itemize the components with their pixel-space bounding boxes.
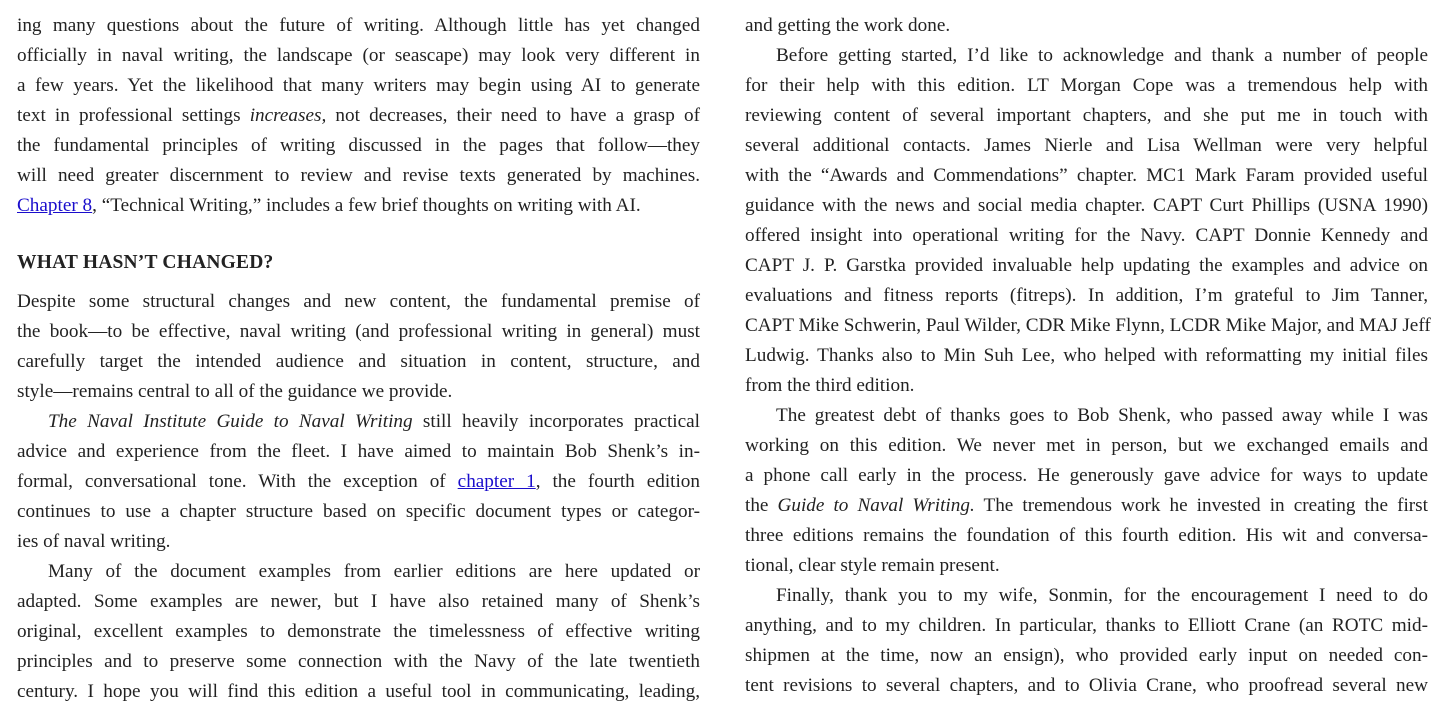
text-line <box>17 467 700 497</box>
text-line: adapted. Some examples are newer, but I have also retained many of Shenk’s <box>17 591 700 612</box>
paragraph-bob-shenk <box>745 401 1428 581</box>
text-line: three editions remains the foundation of this fourth edition. His wit and conversa- <box>745 525 1428 546</box>
text-segment: text in professional settings <box>17 105 250 126</box>
text-line <box>17 191 700 221</box>
text-line: continues to use a chapter structure based on specific document types or categor- <box>17 501 700 522</box>
text-segment: The tremendous work he invested in creating the first <box>974 495 1428 516</box>
text-line: anything, and to my children. In particular, thanks to Elliott Crane (an ROTC mid- <box>745 615 1428 636</box>
text-line: ies of naval writing. <box>17 531 171 552</box>
text-line: a phone call early in the process. He generously gave advice for ways to update <box>745 465 1428 486</box>
text-line: Before getting started, I’d like to acknowledge and thank a number of people <box>776 45 1428 66</box>
paragraph-ai-writing <box>17 11 700 221</box>
text-segment: still heavily incorporates practical <box>412 411 701 432</box>
paragraph-acknowledgements <box>745 41 1431 401</box>
text-line: guidance with the news and social media chapter. CAPT Curt Phillips (USNA 1990) <box>745 195 1428 216</box>
text-line: several additional contacts. James Nierle and Lisa Wellman were very helpful <box>745 135 1428 156</box>
paragraph-family-thanks <box>745 581 1428 701</box>
text-line: CAPT J. P. Garstka provided invaluable help updating the examples and advice on <box>745 255 1428 276</box>
text-line <box>745 491 1428 521</box>
text-segment: the <box>745 495 778 516</box>
text-line: principles and to preserve some connection with the Navy of the late twentieth <box>17 651 700 672</box>
text-line: will need greater discernment to review and revise texts generated by machines. <box>17 165 700 186</box>
text-line: Despite some structural changes and new content, the fundamental premise of <box>17 291 700 312</box>
text-line: offered insight into operational writing for the Navy. CAPT Donnie Kennedy and <box>745 225 1428 246</box>
text-line: Ludwig. Thanks also to Min Suh Lee, who helped with reformatting my initial files <box>745 345 1428 366</box>
text-line: tional, clear style remain present. <box>745 555 1000 576</box>
book-title-text: Guide to Naval Writing. <box>777 495 975 516</box>
text-line <box>17 407 700 437</box>
text-line: Finally, thank you to my wife, Sonmin, for the encouragement I need to do <box>776 585 1428 606</box>
text-line: CAPT Mike Schwerin, Paul Wilder, CDR Mike Flynn, LCDR Mike Major, and MAJ Jeff <box>745 315 1431 336</box>
text-segment: , the fourth edition <box>535 471 700 492</box>
paragraph-continuation <box>745 11 1428 41</box>
right-column <box>745 11 1431 701</box>
section-heading: WHAT HASN’T CHANGED? <box>17 252 274 273</box>
text-line: reviewing content of several important chapters, and she put me in touch with <box>745 105 1428 126</box>
emphasis-text: increases, <box>249 105 327 126</box>
text-line: a few years. Yet the likelihood that many writers may begin using AI to generate <box>17 75 700 96</box>
text-line: officially in naval writing, the landscape (or seascape) may look very different in <box>17 45 700 66</box>
text-line: for their help with this edition. LT Morgan Cope was a tremendous help with <box>745 75 1428 96</box>
text-line: century. I hope you will find this edition a useful tool in communicating, leading, <box>17 681 700 702</box>
text-line: working on this edition. We never met in person, but we exchanged emails and <box>745 435 1428 456</box>
chapter-1-link[interactable]: chapter 1 <box>457 471 536 492</box>
text-line: carefully target the intended audience and situation in content, structure, and <box>17 351 700 372</box>
text-line <box>17 101 700 131</box>
text-line: the book—to be effective, naval writing (and professional writing in general) must <box>17 321 700 342</box>
text-line: with the “Awards and Commendations” chapter. MC1 Mark Faram provided useful <box>745 165 1428 186</box>
left-column <box>17 11 700 707</box>
text-line: and getting the work done. <box>745 15 951 36</box>
text-line: evaluations and fitness reports (fitreps). In addition, I’m grateful to Jim Tanner, <box>745 285 1428 306</box>
book-title-text: The Naval Institute Guide to Naval Writing <box>48 411 413 432</box>
text-line: original, excellent examples to demonstrate the timelessness of effective writing <box>17 621 700 642</box>
text-line: advice and experience from the fleet. I have aimed to maintain Bob Shenk’s in- <box>17 441 700 462</box>
paragraph-fundamental-premise <box>17 287 700 407</box>
chapter-8-link[interactable]: Chapter 8 <box>17 195 93 216</box>
paragraph-practical-advice <box>17 407 700 557</box>
text-segment: , “Technical Writing,” includes a few brief thoughts on writing with AI. <box>92 195 641 216</box>
text-line: Many of the document examples from earlier editions are here updated or <box>48 561 700 582</box>
text-line: style—remains central to all of the guidance we provide. <box>17 381 453 402</box>
text-line: the fundamental principles of writing discussed in the pages that follow—they <box>17 135 700 156</box>
paragraph-document-examples <box>17 557 700 707</box>
text-line: ing many questions about the future of writing. Although little has yet changed <box>17 15 700 36</box>
text-line: from the third edition. <box>745 375 915 396</box>
text-segment: formal, conversational tone. With the exception of <box>17 471 458 492</box>
text-line: tent revisions to several chapters, and to Olivia Crane, who proofread several new <box>745 675 1428 696</box>
text-segment: not decreases, their need to have a grasp of <box>326 105 700 126</box>
text-line: shipmen at the time, now an ensign), who provided early input on needed con- <box>745 645 1428 666</box>
text-line: The greatest debt of thanks goes to Bob Shenk, who passed away while I was <box>776 405 1428 426</box>
